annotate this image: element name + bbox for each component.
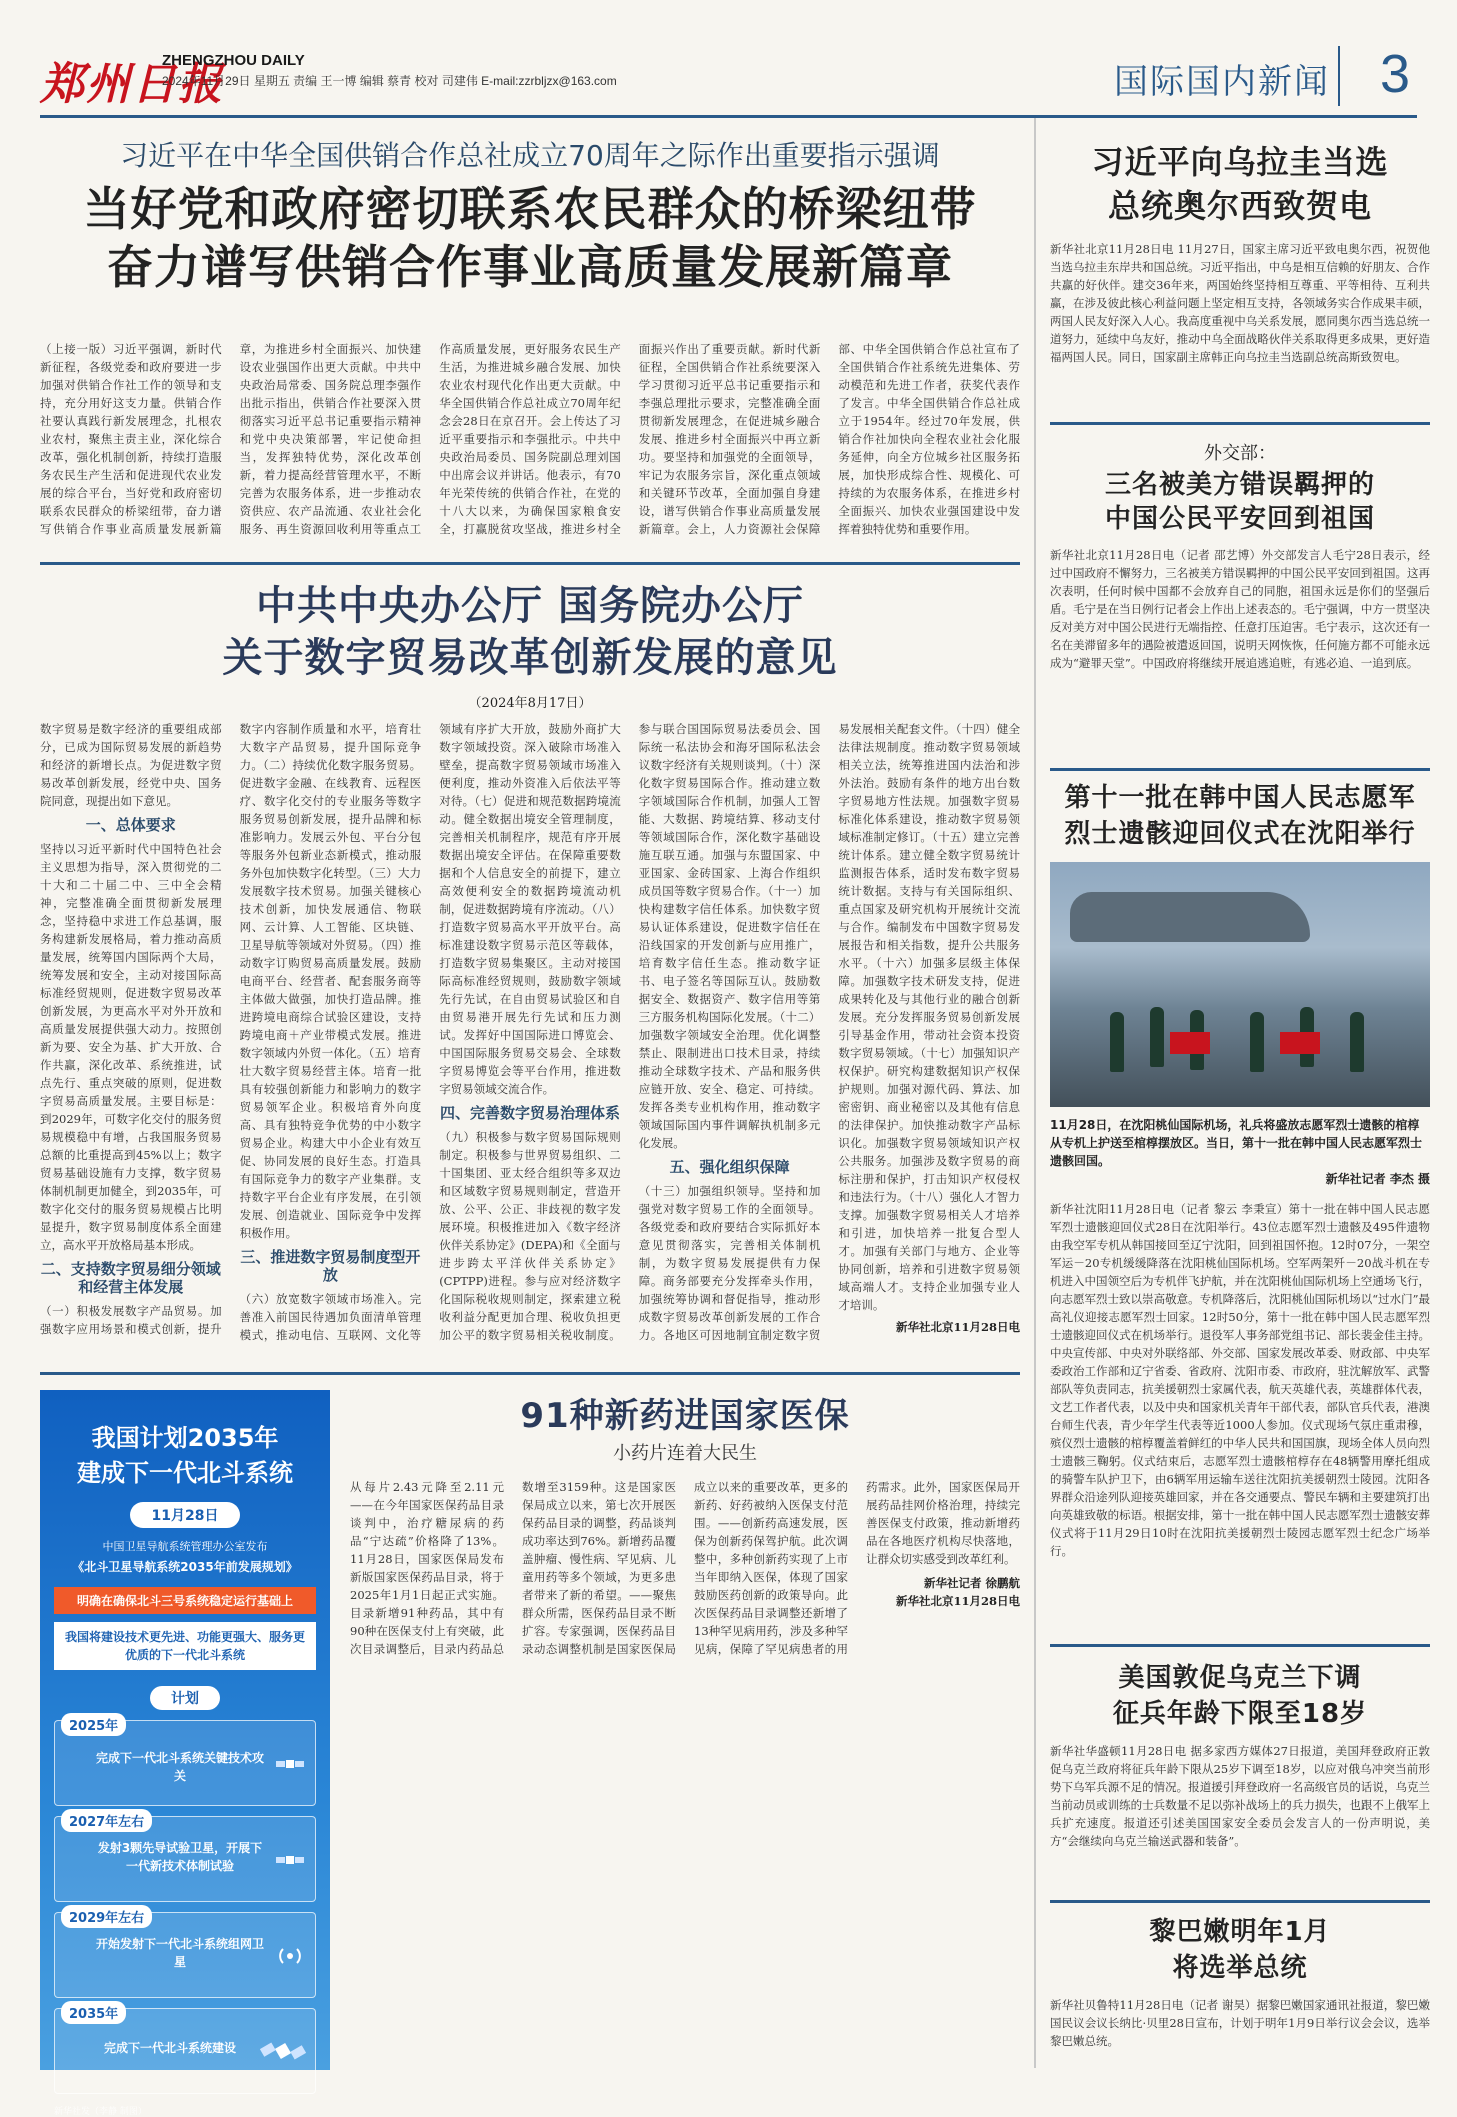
doc-section-2: 二、支持数字贸易细分领域和经营主体发展 <box>40 1260 221 1296</box>
story-uruguay <box>1050 140 1430 402</box>
satellite-icon <box>275 1749 305 1779</box>
lead-title-line2: 奋力谱写供销合作事业高质量发展新篇章 <box>107 240 953 294</box>
paper-english-name: ZHENGZHOU DAILY <box>162 52 305 69</box>
lead-kicker: 习近平在中华全国供销合作总社成立70周年之际作出重要指示强调 <box>120 139 940 172</box>
medicine-title: 91种新药进国家医保 <box>520 1396 850 1436</box>
soldier-figure <box>1110 1012 1124 1072</box>
issue-meta: 2024年11月29日 星期五 责编 王一博 编辑 蔡青 校对 司建伟 E-mail:zzrbljzx@163.com <box>162 74 617 88</box>
stage-year: 2029年左右 <box>61 1905 152 1928</box>
mfa-kicker: 外交部： <box>1204 443 1276 464</box>
beidou-title-line2: 建成下一代北斗系统 <box>77 1459 293 1487</box>
lebanon-body: 新华社贝鲁特11月28日电（记者 谢昊）据黎巴嫩国家通讯社报道，黎巴嫩国民议会议长纳比·贝里28日宣布，计划于明年1月9日举行议会会议，选举黎巴嫩总统。 <box>1050 1998 1430 2048</box>
ukraine-title-line1: 美国敦促乌克兰下调 <box>1118 1663 1362 1693</box>
uruguay-title-line1: 习近平向乌拉圭当选 <box>1091 143 1389 181</box>
soldier-figure <box>1150 1007 1164 1067</box>
medicine-byline-dateline: 新华社北京11月28日电 <box>895 1594 1020 1608</box>
beidou-source: 中国卫星导航系统管理办公室发布 <box>102 1540 268 1553</box>
doc-para-3: （六）放宽数字领域市场准入。完善准入前国民待遇加负面清单管理模式，推动电信、互联网、文化等领域有序扩大开放，鼓励外商扩大数字领域投资。深入破除市场准入壁垒，提高数字贸易领域市场准入便利度，推动外资准入后依法平等对待。（七）促进和规范数据跨境流动。健全数据出境安全管理制度，完善相关机制程序，规范有序开展数据出境安全评估。在保障重要数据和个人信息安全的前提下，建立高效便利安全的数据跨境流动机制，促进数据跨境有序流动。（八）打造数字贸易高水平开放平台。高标准建设数字贸易示范区等载体，打造数字贸易集聚区。主动对接国际高标准经贸规则，鼓励数字领域先行先试，在自由贸易试验区和自由贸易港开展先行先试和压力测试。发挥好中国国际进口博览会、中国国际服务贸易交易会、全球数字贸易博览会等平台作用，推进数字贸易领域交流合作。 <box>239 722 621 1342</box>
satellite-icon <box>261 2029 305 2073</box>
section-header <box>1070 40 1410 110</box>
column-rule <box>1034 118 1036 2068</box>
lebanon-title-line2: 将选举总统 <box>1172 1953 1308 1983</box>
uruguay-title-line2: 总统奥尔西致贺电 <box>1107 187 1372 225</box>
timeline-stage <box>54 1816 316 1902</box>
newspaper-logo: 郑州日报 <box>40 59 224 110</box>
stage-text: 完成下一代北斗系统关键技术攻关 <box>95 1751 264 1783</box>
doc-section-4: 四、完善数字贸易治理体系 <box>439 1104 620 1122</box>
photo-caption: 11月28日，在沈阳桃仙国际机场，礼兵将盛放志愿军烈士遗骸的棺椁从专机上护送至棺椁摆放区。当日，第十一批在韩中国人民志愿军烈士遗骸回国。 <box>1050 1118 1423 1168</box>
mfa-body: 新华社北京11月28日电（记者 邵艺博）外交部发言人毛宁28日表示，经过中国政府不懈努力，三名被美方错误羁押的中国公民平安回到祖国。这再次表明，任何时候中国都不会放弃自己的同胞，祖国永远是你们的坚强后盾。毛宁是在当日例行记者会上作出上述表态的。毛宁强调，中方一贯坚决反对美方对中国公民进行无端指控、任意打压迫害。毛宁表示，这次还有一名在美滞留多年的遇险被遣返回国，说明天网恢恢，任何施方都不可能永远成为“避罪天堂”。中国政府将继续开展追逃追赃，有逃必追、一追到底。 <box>1050 548 1430 670</box>
doc-title-line2: 关于数字贸易改革创新发展的意见 <box>222 635 838 681</box>
divider <box>1050 422 1430 425</box>
page-number: 3 <box>1379 44 1410 104</box>
mfa-title-line1: 三名被美方错误羁押的 <box>1104 470 1375 500</box>
aircraft-shape <box>1070 892 1310 942</box>
doc-para-5: （十三）加强组织领导。坚持和加强党对数字贸易工作的全面领导。各级党委和政府要结合实际抓好本意见贯彻落实，完善相关体制机制，为数字贸易发展提供有力保障。商务部要充分发挥牵头作用，加强统筹协调和督促指导，推动形成数字贸易改革创新发展的工作合力。各地区可因地制宜制定数字贸易发展相关配套文件。（十四）健全法律法规制度。推动数字贸易领域相关立法，统筹推进国内法治和涉外法治。鼓励有条件的地方出台数字贸易地方性法规。加强数字贸易标准化体系建设，推动数字贸易领域标准制定修订。（十五）建立完善统计体系。建立健全数字贸易统计监测报告体系，适时发布数字贸易统计数据。支持与有关国际组织、重点国家及研究机构开展统计交流与合作。编制发布中国数字贸易发展报告和相关指数，提升公共服务水平。（十六）加强多层级主体保障。加强数字技术研发支持，促进成果转化及与其他行业的融合创新发展。充分发挥服务贸易创新发展引导基金作用，带动社会资本投资数字贸易领域。（十七）加强知识产权保护。研究构建数据知识产权保护规则。加强对源代码、算法、加密密钥、商业秘密以及其他有信息的法律保护。加快推动数字产品标识化。加强数字贸易领域知识产权公共服务。加强涉及数字贸易的商标注册和保护，打击知识产权侵权和违法行为。（十八）强化人才智力支撑。加强数字贸易相关人才培养和引进，加快培养一批复合型人才。加强有关部门与地方、企业等协同创新，培养和引进数字贸易领域高端人才。支持企业加强专业人才培训。 <box>638 722 1020 1342</box>
medicine-body: 从每片2.43元降至2.11元——在今年国家医保药品目录谈判中，治疗糖尿病的药品“宁达疏”价格降了13%。11月28日，国家医保局发布新版国家医保药品目录，将于2025年1月1日起正式实施。目录新增91种药品，其中有90种在医保支付上有突破，此次目录调整后，目录内药品总数增至3159种。这是国家医保局成立以来，第七次开展医保药品目录的调整，药品谈判成功率达到76%。新增药品覆盖肿瘤、慢性病、罕见病、儿童用药等多个领域，为更多患者带来了新的希望。——聚焦群众所需，医保药品目录不断扩容。专家强调，医保药品目录动态调整机制是国家医保局成立以来的重要改革，更多的新药、好药被纳入医保支付范围。——创新药高速发展，医保为创新药保驾护航。此次调整中，多种创新药实现了上市当年即纳入医保，体现了国家鼓励医药创新的政策导向。此次医保药品目录调整还新增了13种罕见病用药，涉及多种罕见病，保障了罕见病患者的用药需求。此外，国家医保局开展药品挂网价格治理，持续完善医保支付政策，推动新增药品在各地医疗机构尽快落地，让群众切实感受到改革红利。 <box>350 1480 1020 1656</box>
doc-section-3: 三、推进数字贸易制度型开放 <box>240 1248 421 1284</box>
stage-text: 发射3颗先导试验卫星，开展下一代新技术体制试验 <box>97 1841 263 1873</box>
stage-text: 完成下一代北斗系统建设 <box>103 2041 236 2055</box>
divider <box>40 1372 1020 1375</box>
divider <box>1050 1644 1430 1647</box>
lead-title-line1: 当好党和政府密切联系农民群众的桥梁纽带 <box>83 182 977 236</box>
timeline-stage <box>54 2008 316 2094</box>
stage-year: 2027年左右 <box>61 1809 152 1832</box>
story-volunteers <box>1050 780 1430 852</box>
volunteers-title-line1: 第十一批在韩中国人民志愿军 <box>1064 783 1416 813</box>
beidou-goal: 我国将建设技术更先进、功能更强大、服务更优质的下一代北斗系统 <box>54 1622 316 1670</box>
beidou-title-line1: 我国计划2035年 <box>91 1424 279 1452</box>
doc-title-line1: 中共中央办公厅 国务院办公厅 <box>256 583 804 629</box>
ceremony-photo <box>1050 862 1430 1107</box>
stage-year: 2025年 <box>61 1713 126 1736</box>
stage-text: 开始发射下一代北斗系统组网卫星 <box>95 1937 264 1969</box>
medicine-subtitle: 小药片连着大民生 <box>613 1443 757 1464</box>
doc-section-1: 一、总体要求 <box>85 816 176 834</box>
ukraine-body: 新华社华盛顿11月28日电 据多家西方媒体27日报道，美国拜登政府正敦促乌克兰政府将征兵年龄下限从25岁下调至18岁，以应对俄乌冲突当前形势下乌军兵源不足的情况。报道援引拜登政府一名高级官员的话说，乌克兰当前动员或训练的士兵数量不足以弥补战场上的兵力损失，也跟不上俄军上兵扩充速度。报道还引述美国国家安全委员会发言人的一份声明说，美方“会继续向乌克兰输送武器和装备”。 <box>1050 1744 1430 1848</box>
doc-date: （2024年8月17日） <box>468 696 592 711</box>
beidou-band: 明确在确保北斗三号系统稳定运行基础上 <box>54 1587 316 1614</box>
medicine-body-wrap <box>350 1478 1020 2068</box>
doc-para-4: （九）积极参与数字贸易国际规则制定。积极参与世界贸易组织、二十国集团、亚太经合组织等多双边和区域数字贸易规则制定，营造开放、公平、公正、非歧视的数字发展环境。积极推进加入《数字经济伙伴关系协定》(DEPA)和《全面与进步跨太平洋伙伴关系协定》(CPTPP)进程。参与应对经济数字化国际税收规则制定，探索建立税收利益分配更加合理、税收负担更加公平的数字贸易相关税收制度。参与联合国国际贸易法委员会、国际统一私法协会和海牙国际私法会议数字经济有关规则谈判。（十）深化数字贸易国际合作。推动建立数字领域国际合作机制，加强人工智能、大数据、跨境结算、移动支付等领域国际合作，深化数字基础设施互联互通。加强与东盟国家、中亚国家、金砖国家、上海合作组织成员国等数字贸易合作。（十一）加快构建数字信任体系。加快数字贸易认证体系建设，促进数字信任在沿线国家的开发创新与应用推广，培育数字信任生态。推动数字证书、电子签名等国际互认。鼓励数据安全、数据资产、数字信用等第三方服务机构国际化发展。（十二）加强数字领域安全治理。优化调整禁止、限制进出口技术目录，持续推动全球数字技术、产品和服务供应链开放、安全、稳定、可持续。发挥各类专业机构作用，推动数字领域国际国内事件调解执机制多元化发展。 <box>439 722 821 1342</box>
stage-year: 2035年 <box>61 2001 126 2024</box>
section-name: 国际国内新闻 <box>1114 63 1330 101</box>
divider <box>1050 1900 1430 1903</box>
mfa-title-line2: 中国公民平安回到祖国 <box>1104 504 1375 534</box>
beidou-report: 《北斗卫星导航系统2035年前发展规划》 <box>72 1560 298 1574</box>
beidou-plan-label: 计划 <box>150 1686 220 1710</box>
volunteers-body: 新华社沈阳11月28日电（记者 黎云 李秉宣）第十一批在韩中国人民志愿军烈士遗骸迎回仪式28日在沈阳举行。43位志愿军烈士遗骸及495件遗物由我空军专机从韩国接回至辽宁沈阳，回到祖国怀抱。12时07分，一架空军运－20专机缓缓降落在沈阳桃仙国际机场。空军两架歼－20战斗机在专机进入中国领空后为专机伴飞护航，并在沈阳桃仙国际机场上空通场飞行，向志愿军烈士致以崇高敬意。专机降落后，沈阳桃仙国际机场以“过水门”最高礼仪迎接志愿军烈士回家。12时50分，第十一批在韩中国人民志愿军烈士遗骸迎回仪式在机场举行。退役军人事务部党组书记、部长裴金佳主持。中央宣传部、中央对外联络部、外交部、国家发展改革委、财政部、中央军委政治工作部和辽宁省委、省政府、沈阳市委、市政府，驻沈解放军、武警部队等负责同志，抗美援朝烈士家属代表，航天英雄代表，英雄群体代表，文艺工作者代表，以及中央和国家机关青年干部代表，部队官兵代表，港澳台师生代表，青少年学生代表等近1000人参加。仪式现场气氛庄重肃穆，殡仪烈士遗骸的棺椁覆盖着鲜红的中华人民共和国国旗，现场全体人员向烈士遗骸三鞠躬。仪式结束后，志愿军烈士遗骸棺椁存在48辆警用摩托组成的骑警车队护卫下，由6辆军用运输车送往沈阳抗美援朝烈士陵园。沈阳各界群众沿途列队迎接英雄回家，并在各交通要点、警民车辆和主要建筑打出向英雄致敬的标语。根据安排，第十一批在韩中国人民志愿军烈士遗骸安葬仪式将于11月29日10时在沈阳抗美援朝烈士陵园志愿军烈士纪念广场举行。 <box>1050 1202 1430 1558</box>
beidou-infographic <box>40 1390 330 2117</box>
timeline-stage <box>54 1912 316 1998</box>
doc-para-1: 坚持以习近平新时代中国特色社会主义思想为指导，深入贯彻党的二十大和二十届二中、三中全会精神，完整准确全面贯彻新发展理念，坚持稳中求进工作总基调，服务构建新发展格局，着力推动高质量发展，统筹国内国际两个大局，统筹发展和安全，主动对接国际高标准经贸规则，促进数字贸易改革创新发展，为更高水平对外开放和高质量发展提供强大动力。按照创新为要、安全为基、扩大开放、合作共赢，深化改革、系统推进，试点先行、重点突破的原则，促进数字贸易高质量发展。主要目标是：到2029年，可数字化交付的服务贸易规模稳中有增，占我国服务贸易总额的比重提高到45%以上；数字贸易基础设施有力支撑，数字贸易体制机制更加健全，到2035年，可数字化交付的服务贸易规模占比明显提升，数字贸易制度体系全面建立，高水平开放格局基本形成。 <box>40 842 222 1252</box>
beidou-timeline <box>40 1720 330 2094</box>
volunteers-title-line2: 烈士遗骸迎回仪式在沈阳举行 <box>1064 819 1416 849</box>
section-divider <box>1338 46 1340 106</box>
lead-body: （上接一版）习近平强调，新时代新征程，各级党委和政府要进一步加强对供销合作社工作的领导和支持，充分用好这支力量。供销合作社要认真践行新发展理念，扎根农业农村，聚焦主责主业，深化综合改革，强化机制创新，持续打造服务农民生产生活和促进现代农业发展的综合平台，当好党和政府密切联系农民群众的桥梁纽带，奋力谱写供销合作事业高质量发展新篇章，为推进乡村全面振兴、加快建设农业强国作出更大贡献。中共中央政治局常委、国务院总理李强作出批示指出，供销合作社要深入贯彻落实习近平总书记重要指示精神和党中央决策部署，牢记使命担当，发挥独特优势，深化改革创新，着力提高经营管理水平，不断完善为农服务体系，进一步推动农资供应、农产品流通、农业社会化服务、再生资源回收利用等重点工作高质量发展，更好服务农民生产生活，为推进城乡融合发展、加快农业农村现代化作出更大贡献。中华全国供销合作总社成立70周年纪念会28日在京召开。会上传达了习近平重要指示和李强批示。中共中央政治局委员、国务院副总理刘国中出席会议并讲话。他表示，有70年光荣传统的供销合作社，在党的十八大以来，为确保国家粮食安全，打赢脱贫攻坚战，推进乡村全面振兴作出了重要贡献。新时代新征程，全国供销合作社系统要深入学习贯彻习近平总书记重要指示和李强总理批示要求，完整准确全面贯彻新发展理念，在促进城乡融合发展、推进乡村全面振兴中再立新功。要坚持和加强党的全面领导，牢记为农服务宗旨，深化重点领域和关键环节改革，全面加强自身建设，谱写供销合作事业高质量发展新篇章。会上，人力资源社会保障部、中华全国供销合作总社宣布了全国供销合作社系统先进集体、劳动模范和先进工作者，获奖代表作了发言。中华全国供销合作总社成立于1954年。经过70年发展，供销合作社加快向全程农业社会化服务延伸，向全方位城乡社区服务拓展，加快形成综合性、规模化、可持续的为农服务体系，在推进乡村全面振兴、加快农业强国建设中发挥着独特优势和重要作用。 <box>40 342 1020 536</box>
masthead <box>40 40 1417 118</box>
divider <box>1050 768 1430 771</box>
photo-credit: 新华社记者 李杰 摄 <box>1325 1172 1430 1186</box>
beidou-credit: 新华社发（李静 制图） <box>54 2107 147 2117</box>
satellite-icon <box>275 1845 305 1875</box>
flag-draped-coffin <box>1170 1032 1210 1054</box>
ukraine-title-line2: 征兵年龄下限至18岁 <box>1112 1699 1368 1729</box>
beidou-date: 11月28日 <box>130 1502 240 1528</box>
flag-draped-coffin <box>1280 1032 1320 1054</box>
story-ukraine <box>1050 1660 1430 1890</box>
doc-body <box>40 720 1020 1360</box>
story-lebanon <box>1050 1914 1430 2070</box>
photo-caption-block <box>1050 1116 1430 1188</box>
doc-section-5: 五、强化组织保障 <box>669 1158 790 1176</box>
doc-para-2: （一）积极发展数字产品贸易。加强数字应用场景和模式创新，提升数字内容制作质量和水平，培育壮大数字产品贸易，提升国际竞争力。（二）持续优化数字服务贸易。促进数字金融、在线教育、远程医疗、数字化交付的专业服务等数字服务贸易创新发展，提升品牌和标准影响力。发展云外包、平台分包等服务外包新业态新模式，推动服务外包加快数字化转型。（三）大力发展数字技术贸易。加强关键核心技术创新，加快发展通信、物联网、云计算、人工智能、区块链、卫星导航等领域对外贸易。（四）推动数字订购贸易高质量发展。鼓励电商平台、经营者、配套服务商等主体做大做强，加快打造品牌。推进跨境电商综合试验区建设，支持跨境电商＋产业带模式发展。推进数字领域内外贸一体化。（五）培育壮大数字贸易经营主体。培育一批具有较强创新能力和影响力的数字贸易领军企业。积极培育外向度高、具有独特竞争优势的中小数字贸易企业。构建大中小企业有效互促、协同发展的良好生态。打造具有国际竞争力的数字产业集群。支持数字平台企业有序发展，在引领发展、创造就业、国际竞争中发挥积极作用。 <box>40 722 422 1336</box>
uruguay-body: 新华社北京11月28日电 11月27日，国家主席习近平致电奥尔西，祝贺他当选乌拉圭东岸共和国总统。习近平指出，中乌是相互信赖的好朋友、合作共赢的好伙伴。建交36年来，两国始终坚持相互尊重、平等相待、互利共赢，在涉及彼此核心利益问题上坚定相互支持，各领域务实合作成果丰硕，两国人民友好深入人心。我高度重视中乌关系发展，愿同奥尔西当选总统一道努力，延续中乌友好，推动中乌全面战略伙伴关系取得更多成果，更好造福两国人民。同日，国家副主席韩正向乌拉圭当选副总统高斯致贺电。 <box>1050 242 1430 364</box>
doc-header <box>40 580 1020 711</box>
soldier-figure <box>1250 1012 1264 1072</box>
signal-icon <box>275 1941 305 1971</box>
medicine-header <box>350 1394 1020 1468</box>
lead-story <box>40 136 1020 296</box>
lebanon-title-line1: 黎巴嫩明年1月 <box>1149 1917 1331 1947</box>
story-mfa <box>1050 440 1430 762</box>
medicine-byline-reporter: 新华社记者 徐鹏航 <box>923 1576 1020 1590</box>
doc-byline: 新华社北京11月28日电 <box>895 1320 1020 1334</box>
soldier-figure <box>1350 1012 1364 1072</box>
doc-intro: 数字贸易是数字经济的重要组成部分，已成为国际贸易发展的新趋势和经济的新增长点。为促进数字贸易改革创新发展，经党中央、国务院同意，现提出如下意见。 <box>40 722 222 808</box>
divider <box>40 562 1020 565</box>
timeline-stage <box>54 1720 316 1806</box>
